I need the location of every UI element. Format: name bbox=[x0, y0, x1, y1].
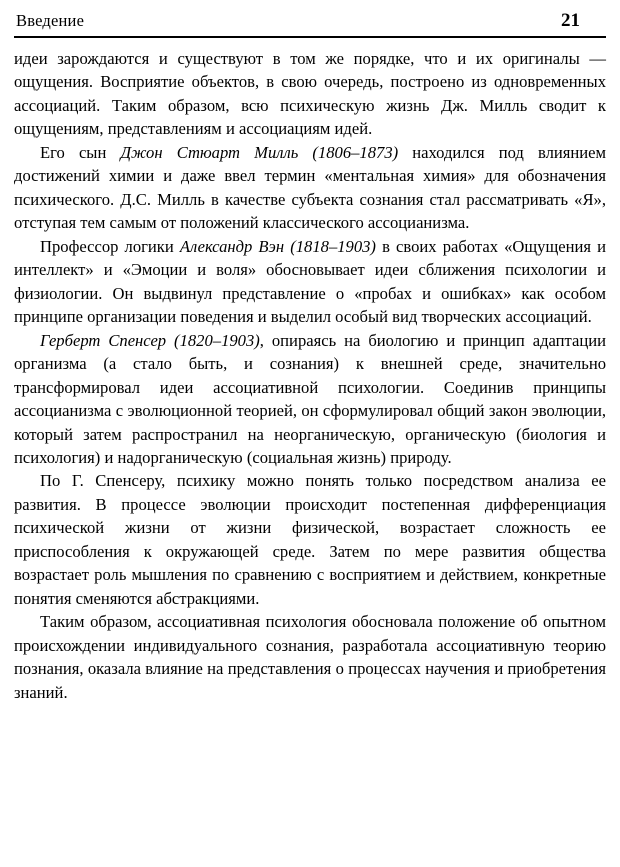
page-number: 21 bbox=[561, 10, 580, 31]
emphasis-text: Александр Вэн (1818–1903) bbox=[179, 236, 376, 256]
text-run: Его сын bbox=[40, 142, 121, 162]
body-text bbox=[14, 47, 606, 704]
text-run: идеи зарождаются и существуют в том же порядке, что и их оригиналы — ощущения. Восприятие объектов, в свою очередь, построено из одновременных ассоциаций. Таким образом, всю психическую жизнь Дж. Милль сводит к ощущениям, представлениям и ассоциациям идей. bbox=[14, 49, 606, 139]
running-head bbox=[14, 10, 606, 36]
text-run: По Г. Спенсеру, психику можно понять только посредством анализа ее развития. В процессе эволюции происходит постепенная дифференциация психической жизни от жизни физической, возрастает сложность ее приспособления к окружающей среде. Затем по мере развития общества возрастает роль мышления по сравнению с восприятием и действием, конкретные понятия сменяются абстракциями. bbox=[14, 471, 606, 608]
text-run: в своих работах «Ощущения и интеллект» и «Эмоции и воля» обосновывает идеи сближения психологии и физиологии. Он выдвинул представление о «пробах и ошибках» как особом принципе организации поведения и выделил особый вид творческих ассоциаций. bbox=[14, 236, 606, 327]
text-run: находился под влиянием достижений химии и даже ввел термин «ментальная химия» для обозначения психического. Д.С. Милль в качестве субъекта сознания стал рассматривать «Я», отступая тем самым от положений классического ассоцианизма. bbox=[14, 142, 606, 233]
paragraph bbox=[14, 47, 606, 141]
text-run: , опираясь на биологию и принцип адаптации организма (а стало быть, и сознания) к внешней среде, значительно трансформировал идеи ассоциативной психологии. Соединив принципы ассоцианизма с эволюционной теорией, он сформулировал общий закон эволюции, который затем распространил на неорганическую, органическую (биология и психология) и надорганическую (социальная жизнь) природу. bbox=[14, 330, 606, 467]
emphasis-text: Герберт Спенсер (1820–1903) bbox=[40, 330, 260, 350]
paragraph bbox=[14, 610, 606, 704]
running-head-title: Введение bbox=[16, 11, 85, 30]
header-divider bbox=[14, 36, 606, 38]
text-run: Таким образом, ассоциативная психология обосновала положение об опытном происхождении индивидуального сознания, разработала ассоциативную теорию познания, оказала влияние на представления о процессах научения и приобретения знаний. bbox=[14, 612, 606, 702]
paragraph bbox=[14, 141, 606, 235]
paragraph bbox=[14, 329, 606, 470]
paragraph bbox=[14, 469, 606, 610]
paragraph bbox=[14, 235, 606, 329]
emphasis-text: Джон Стюарт Милль (1806–1873) bbox=[120, 142, 399, 162]
text-run: Профессор логики bbox=[40, 236, 180, 256]
